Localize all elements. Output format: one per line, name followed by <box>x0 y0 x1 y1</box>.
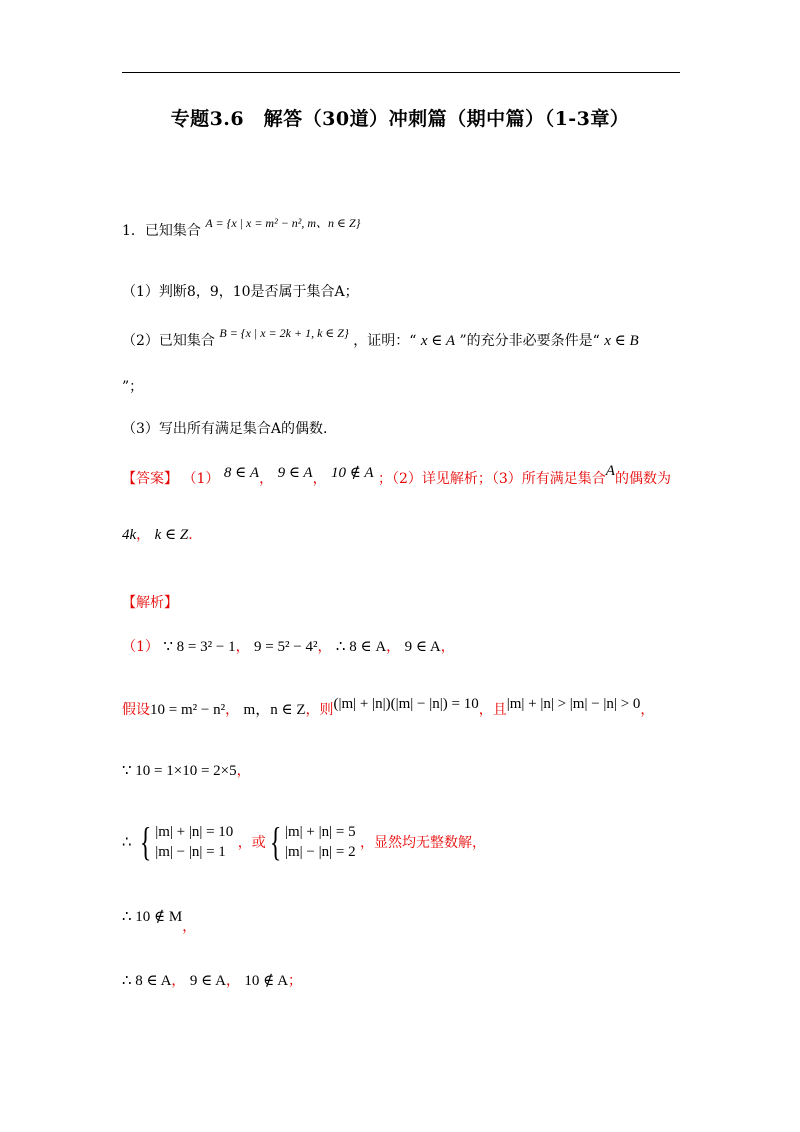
analysis-2-math-b: m，n ∈ Z <box>243 702 306 718</box>
analysis-2-math-d: |m| + |n| > |m| − |n| > 0 <box>506 696 641 712</box>
equation-system-1 <box>155 822 233 862</box>
analysis-1-math-d: 9 ∈ A <box>404 639 441 655</box>
question-1-part-3: （3）写出所有满足集合A的偶数. <box>122 421 328 437</box>
question-1-part-1: （1）判断8，9，10是否属于集合A； <box>122 284 359 300</box>
analysis-line-6 <box>122 970 302 990</box>
analysis-6-math-b: 9 ∈ A <box>189 973 226 989</box>
analysis-2-math-a: 10 = m² − n² <box>150 702 226 718</box>
period: . <box>188 527 193 543</box>
sep: ， <box>225 702 240 718</box>
analysis-2-and: ，且 <box>478 702 507 718</box>
sep: ， <box>317 639 332 655</box>
analysis-1-prefix: （1） <box>122 639 159 655</box>
analysis-line-1 <box>122 636 455 656</box>
semicolon: ； <box>288 973 303 989</box>
sep: ， <box>440 639 455 655</box>
question-1-prefix: 1．已知集合 <box>122 223 201 239</box>
analysis-2-then: ，则 <box>305 702 334 718</box>
answer-set-a: A <box>605 463 615 479</box>
question-1-part-2-end: ”； <box>122 379 144 395</box>
sep: ， <box>312 471 327 487</box>
x-in-b: x ∈ B <box>604 333 639 349</box>
set-b-definition: B = {x | x = 2k + 1, k ∈ Z} <box>219 326 349 340</box>
analysis-3-math: ∵ 10 = 1×10 = 2×5 <box>122 763 237 779</box>
answer-part-1-prefix: （1） <box>182 471 220 487</box>
answer-line-2 <box>122 524 193 544</box>
equation-system-2 <box>285 822 356 862</box>
left-brace-icon: { <box>269 819 282 864</box>
header-rule <box>122 72 680 73</box>
sep: ， <box>171 973 186 989</box>
analysis-5-math: ∴ 10 ∉ M <box>122 909 183 925</box>
part-2-text-2: ”的充分非必要条件是“ <box>459 333 600 349</box>
x-in-a: x ∈ A <box>420 333 455 349</box>
analysis-2-prefix: 假设 <box>122 702 150 718</box>
therefore-symbol: ∴ <box>122 834 132 851</box>
system-1-eq-1: |m| + |n| = 10 <box>155 824 234 840</box>
analysis-4-end: ，显然均无整数解， <box>360 835 487 851</box>
set-a-definition: A = {x | x = m² − n², m、n ∈ Z} <box>205 216 361 230</box>
analysis-2-math-c: (|m| + |n|)(|m| − |n|) = 10 <box>333 696 479 712</box>
sep: ， <box>136 527 151 543</box>
analysis-4-or: ，或 <box>237 835 266 851</box>
analysis-line-4 <box>122 819 487 864</box>
answer-part-3-end: 的偶数为 <box>614 471 671 487</box>
left-brace-icon: { <box>139 819 152 864</box>
page-title: 专题3.6 解答（30道）冲刺篇（期中篇）（1-3章） <box>170 108 630 130</box>
sep: ， <box>182 919 197 935</box>
question-1-stem <box>122 216 361 240</box>
system-2-eq-2: |m| − |n| = 2 <box>284 844 356 860</box>
analysis-6-math-c: 10 ∉ A <box>244 973 289 989</box>
sep: ， <box>640 702 655 718</box>
system-1-eq-2: |m| − |n| = 1 <box>155 844 226 860</box>
analysis-1-math-c: ∴ 8 ∈ A <box>335 639 387 655</box>
analysis-line-5 <box>122 906 197 935</box>
answer-9-in-a: 9 ∈ A <box>277 465 313 481</box>
analysis-line-3 <box>122 760 251 780</box>
answer-label: 【答案】 <box>122 471 178 487</box>
analysis-label: 【解析】 <box>122 595 178 611</box>
analysis-line-2 <box>122 698 654 719</box>
answer-line <box>122 463 671 488</box>
answer-8-in-a: 8 ∈ A <box>223 465 260 481</box>
question-1-part-2 <box>122 326 639 350</box>
answer-part-2-3: ；（2）详见解析；（3）所有满足集合 <box>377 471 606 487</box>
part-2-text: ，证明：“ <box>353 333 417 349</box>
sep: ， <box>235 639 250 655</box>
answer-4k: 4k <box>122 527 137 543</box>
answer-10-not-in-a: 10 ∉ A <box>331 465 374 481</box>
system-2-eq-1: |m| + |n| = 5 <box>284 824 356 840</box>
answer-k-in-z: k ∈ Z <box>154 527 189 543</box>
analysis-1-math-a: ∵ 8 = 3² − 1 <box>163 639 236 655</box>
sep: ， <box>236 763 251 779</box>
sep: ， <box>386 639 401 655</box>
analysis-1-math-b: 9 = 5² − 4² <box>254 639 318 655</box>
part-2-prefix: （2）已知集合 <box>122 333 215 349</box>
analysis-6-math-a: ∴ 8 ∈ A <box>122 973 172 989</box>
sep: ， <box>259 471 274 487</box>
sep: ， <box>225 973 240 989</box>
